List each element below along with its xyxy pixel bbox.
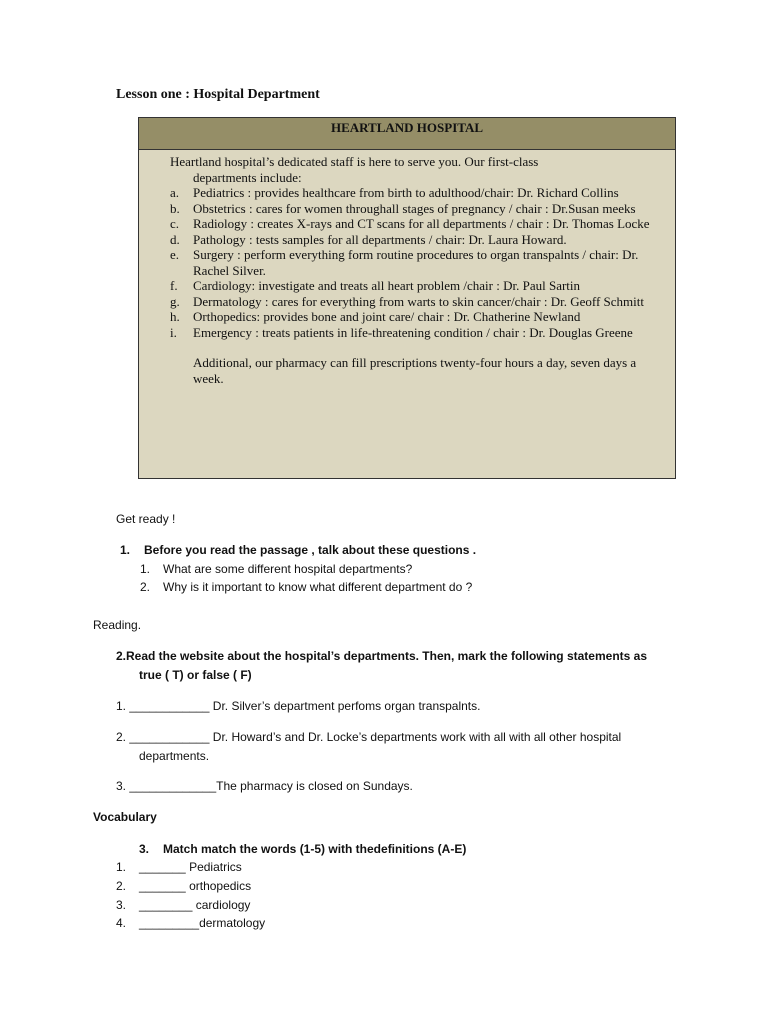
- statement-3: [116, 779, 413, 793]
- vocab-item-3: [116, 898, 250, 912]
- vocab-item-4-number: 4.: [116, 916, 127, 930]
- vocab-item-3-blank[interactable]: ________: [139, 898, 193, 912]
- intro-line-1: Heartland hospital’s dedicated staff is here to serve you. Our first-class: [170, 154, 539, 169]
- department-item: [170, 232, 665, 248]
- vocab-item-2: [116, 879, 251, 893]
- department-list: [170, 185, 665, 340]
- vocab-item-1-blank[interactable]: _______: [139, 860, 186, 874]
- intro-text: [170, 154, 665, 185]
- vocab-item-4-word: dermatology: [199, 916, 266, 930]
- statement-2-number: 2.: [116, 730, 127, 744]
- department-letter: e.: [170, 247, 180, 262]
- pharmacy-note: Additional, our pharmacy can fill prescriptions twenty-four hours a day, seven days a week.: [193, 355, 637, 386]
- department-item: [170, 201, 665, 217]
- reading-heading: Reading.: [93, 618, 142, 632]
- intro-line-2: departments include:: [193, 169, 302, 185]
- department-item: [170, 247, 665, 278]
- question-2-line-1: 2.Read the website about the hospital’s departments. Then, mark the following statements as: [116, 649, 647, 663]
- department-letter: c.: [170, 216, 180, 231]
- box-header: HEARTLAND HOSPITAL: [139, 118, 675, 150]
- department-text: Pathology : tests samples for all departments / chair: Dr. Laura Howard.: [193, 231, 567, 247]
- sub-question-2-text: Why is it important to know what different department do ?: [163, 580, 473, 594]
- question-3-number: 3.: [139, 842, 150, 856]
- sub-question-1-text: What are some different hospital departments?: [163, 562, 413, 576]
- statement-2-blank[interactable]: ____________: [129, 730, 210, 744]
- statement-2: [116, 730, 676, 744]
- department-item: [170, 325, 665, 341]
- department-letter: a.: [170, 185, 180, 200]
- statement-3-number: 3.: [116, 779, 127, 793]
- department-text: Cardiology: investigate and treats all heart problem /chair : Dr. Paul Sartin: [193, 278, 581, 293]
- department-letter: i.: [170, 324, 177, 340]
- question-1-number: 1.: [120, 543, 131, 557]
- department-text: Radiology : creates X-rays and CT scans for all departments / chair : Dr. Thomas Locke: [193, 216, 650, 231]
- question-3-text: Match match the words (1-5) with thedefinitions (A-E): [163, 842, 467, 856]
- department-letter: g.: [170, 293, 180, 309]
- statement-2-continuation: departments.: [139, 749, 210, 763]
- department-item: [170, 309, 665, 325]
- department-item: [170, 185, 665, 201]
- vocab-item-4-blank[interactable]: _________: [139, 916, 200, 930]
- statement-1-text: Dr. Silver’s department perfoms organ transpalnts.: [212, 699, 481, 713]
- department-text: Pediatrics : provides healthcare from birth to adulthood/chair: Dr. Richard Collins: [193, 185, 619, 200]
- statement-1: [116, 699, 480, 713]
- vocab-item-1-number: 1.: [116, 860, 127, 874]
- question-2-line-2: true ( T) or false ( F): [139, 668, 252, 682]
- statement-3-text: The pharmacy is closed on Sundays.: [216, 779, 413, 793]
- get-ready-heading: Get ready !: [116, 512, 176, 526]
- department-letter: f.: [170, 278, 178, 293]
- department-text: Surgery : perform everything form routine procedures to organ transpalnts / chair: Dr. Rachel Silver.: [193, 247, 639, 278]
- department-letter: h.: [170, 309, 180, 324]
- vocabulary-heading: Vocabulary: [93, 810, 157, 824]
- box-body: [139, 150, 675, 386]
- vocab-item-3-number: 3.: [116, 898, 127, 912]
- department-item: [170, 294, 665, 310]
- sub-question-1-number: 1.: [140, 562, 151, 576]
- department-text: Dermatology : cares for everything from warts to skin cancer/chair : Dr. Geoff Schmitt: [193, 293, 645, 309]
- department-item: [170, 216, 665, 232]
- department-text: Orthopedics: provides bone and joint care/ chair : Dr. Chatherine Newland: [193, 309, 581, 324]
- hospital-info-box: [138, 117, 676, 479]
- lesson-title: Lesson one : Hospital Department: [116, 87, 320, 102]
- vocab-item-1-word: Pediatrics: [189, 860, 242, 874]
- department-text: Obstetrics : cares for women throughall stages of pregnancy / chair : Dr.Susan meeks: [193, 200, 636, 216]
- statement-3-blank[interactable]: _____________: [129, 779, 217, 793]
- department-text: Emergency : treats patients in life-threatening condition / chair : Dr. Douglas Greene: [193, 324, 633, 340]
- sub-question-2-number: 2.: [140, 580, 151, 594]
- vocab-item-2-blank[interactable]: _______: [139, 879, 186, 893]
- department-item: [170, 278, 665, 294]
- vocab-item-2-number: 2.: [116, 879, 127, 893]
- vocab-item-3-word: cardiology: [195, 898, 251, 912]
- vocab-item-4: [116, 916, 265, 930]
- vocab-item-1: [116, 860, 242, 874]
- statement-1-blank[interactable]: ____________: [129, 699, 210, 713]
- department-letter: d.: [170, 231, 180, 247]
- department-letter: b.: [170, 200, 180, 216]
- statement-1-number: 1.: [116, 699, 127, 713]
- question-1-text: Before you read the passage , talk about these questions .: [144, 543, 477, 557]
- vocab-item-2-word: orthopedics: [189, 879, 252, 893]
- statement-2-text: Dr. Howard’s and Dr. Locke’s departments work with all with all other hospital: [212, 730, 622, 744]
